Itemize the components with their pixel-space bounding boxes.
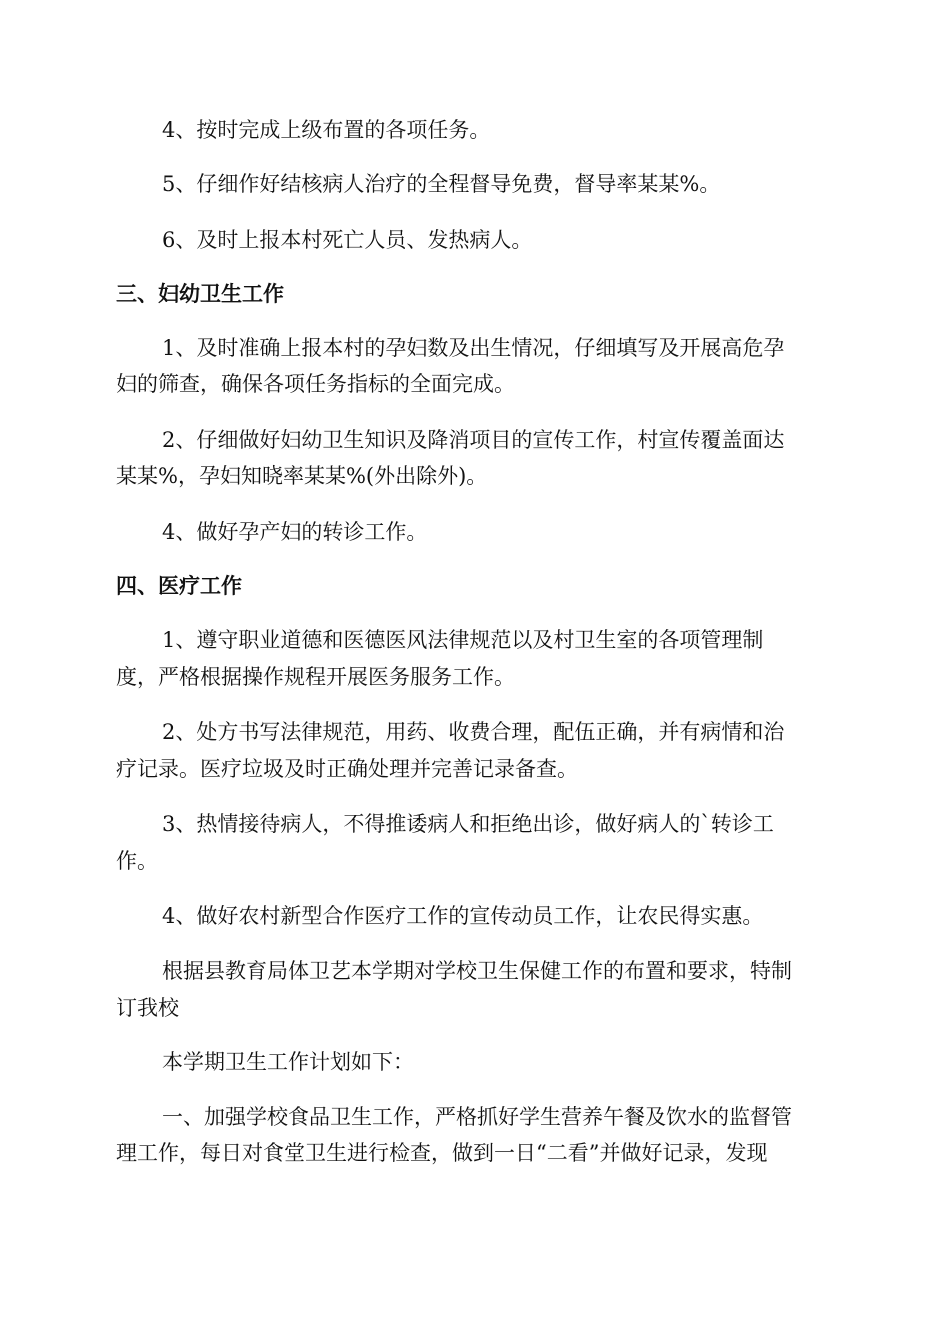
paragraph-line: 理工作，每日对食堂卫生进行检查，做到一日“二看”并做好记录，发现 [116, 1141, 768, 1165]
paragraph-line: 1、遵守职业道德和医德医风法律规范以及村卫生室的各项管理制 [162, 628, 764, 652]
paragraph-line: 度，严格根据操作规程开展医务服务工作。 [116, 665, 515, 689]
paragraph-line: 2、仔细做好妇幼卫生知识及降消项目的宣传工作，村宣传覆盖面达 [162, 428, 785, 452]
paragraph-line: 4、做好农村新型合作医疗工作的宣传动员工作，让农民得实惠。 [162, 904, 764, 928]
paragraph-line: 妇的筛查，确保各项任务指标的全面完成。 [116, 372, 515, 396]
section-heading: 四、医疗工作 [116, 574, 242, 598]
paragraph-line: 本学期卫生工作计划如下： [162, 1050, 414, 1074]
section-heading: 三、妇幼卫生工作 [116, 282, 284, 306]
paragraph-line: 某某%，孕妇知晓率某某%(外出除外)。 [116, 464, 488, 488]
paragraph-line: 3、热情接待病人，不得推诿病人和拒绝出诊，做好病人的`转诊工 [162, 812, 774, 836]
paragraph-line: 作。 [116, 849, 158, 873]
paragraph-line: 5、仔细作好结核病人治疗的全程督导免费，督导率某某%。 [162, 172, 721, 196]
paragraph-line: 2、处方书写法律规范，用药、收费合理，配伍正确，并有病情和治 [162, 720, 785, 744]
paragraph-line: 4、做好孕产妇的转诊工作。 [162, 520, 428, 544]
paragraph-line: 订我校 [116, 996, 179, 1020]
paragraph-line: 疗记录。医疗垃圾及时正确处理并完善记录备查。 [116, 757, 578, 781]
paragraph-line: 根据县教育局体卫艺本学期对学校卫生保健工作的布置和要求，特制 [162, 959, 792, 983]
paragraph-line: 一、加强学校食品卫生工作，严格抓好学生营养午餐及饮水的监督管 [162, 1105, 792, 1129]
paragraph-line: 4、按时完成上级布置的各项任务。 [162, 118, 491, 142]
paragraph-line: 1、及时准确上报本村的孕妇数及出生情况，仔细填写及开展高危孕 [162, 336, 785, 360]
paragraph-line: 6、及时上报本村死亡人员、发热病人。 [162, 228, 533, 252]
